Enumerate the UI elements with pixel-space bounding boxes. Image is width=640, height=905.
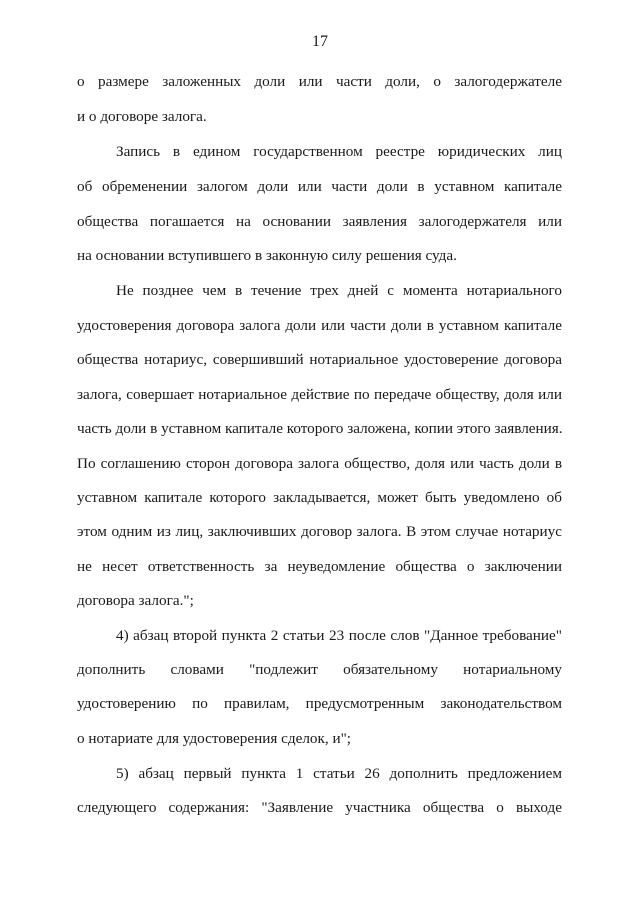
text-line: о нотариате для удостоверения сделок, и"; (77, 730, 352, 747)
text-line: дополнить словами "подлежит обязательному нотариальному (77, 661, 562, 678)
text-line: 4) абзац второй пункта 2 статьи 23 после слов "Данное требование" (116, 627, 562, 644)
text-line: договора залога."; (77, 592, 194, 609)
text-line: Запись в едином государственном реестре юридических лиц (116, 143, 562, 160)
text-line: залога, совершает нотариальное действие по передаче обществу, доля или (77, 386, 562, 403)
text-line: на основании вступившего в законную силу решения суда. (77, 247, 457, 264)
page-number: 17 (312, 33, 328, 50)
text-line: общества погашается на основании заявления залогодержателя или (77, 213, 562, 230)
text-line: о размере заложенных доли или части доли, о залогодержателе (77, 73, 562, 90)
text-line: уставном капитале которого закладывается, может быть уведомлено об (77, 489, 562, 506)
text-line: 5) абзац первый пункта 1 статьи 26 дополнить предложением (116, 765, 562, 782)
text-line: и о договоре залога. (77, 108, 207, 125)
text-line: часть доли в уставном капитале которого заложена, копии этого заявления. (77, 420, 563, 437)
text-line: об обременении залогом доли или части доли в уставном капитале (77, 178, 562, 195)
text-line: не несет ответственность за неуведомление общества о заключении (77, 558, 562, 575)
text-line: Не позднее чем в течение трех дней с момента нотариального (116, 282, 562, 299)
text-line: следующего содержания: "Заявление участника общества о выходе (77, 799, 562, 816)
text-line: этом одним из лиц, заключивших договор залога. В этом случае нотариус (77, 523, 562, 540)
text-line: По соглашению сторон договора залога общество, доля или часть доли в (77, 455, 562, 472)
text-line: удостоверению по правилам, предусмотренным законодательством (77, 695, 562, 712)
text-line: общества нотариус, совершивший нотариальное удостоверение договора (77, 351, 562, 368)
text-line: удостоверения договора залога доли или части доли в уставном капитале (77, 317, 562, 334)
